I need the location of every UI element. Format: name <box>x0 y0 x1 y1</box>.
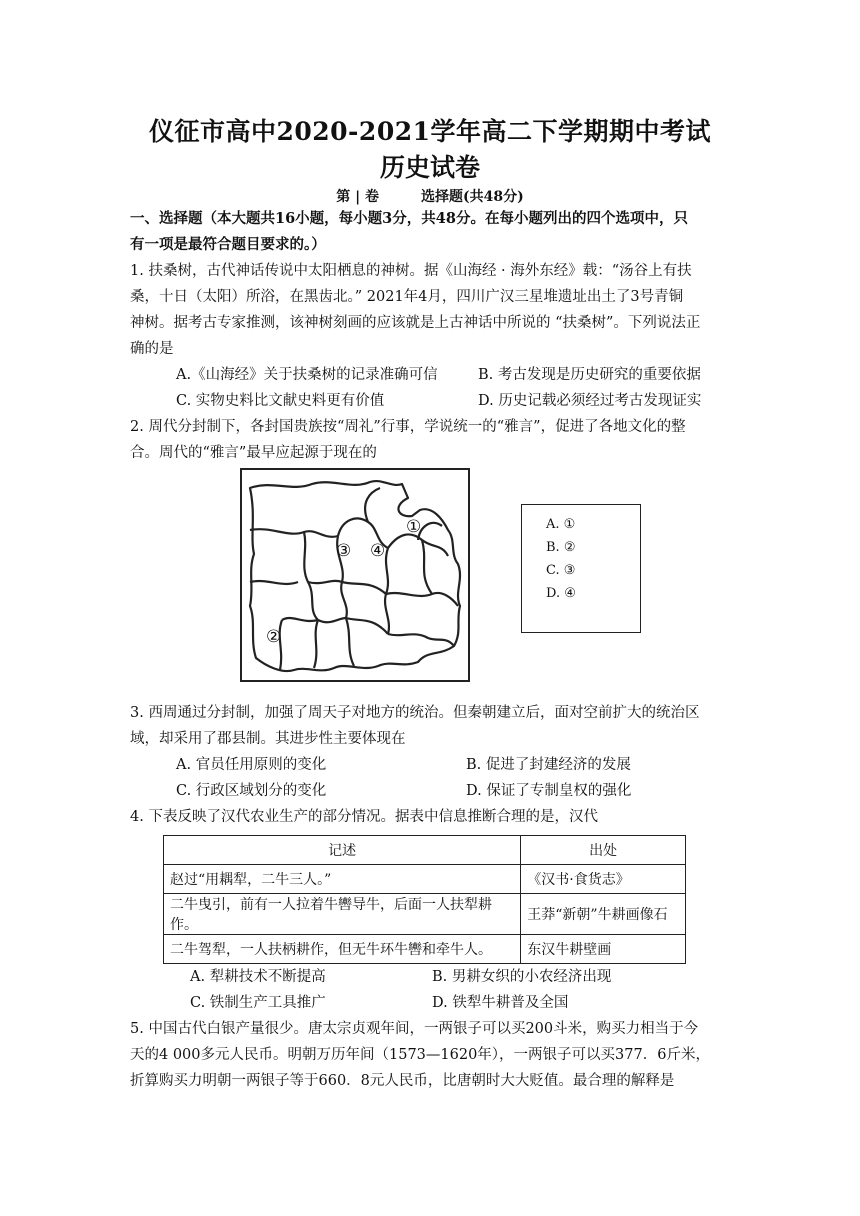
table-cell-record: 二牛驾犁，一人扶柄耕作，但无牛环牛轡和牵牛人。 <box>164 935 521 964</box>
q2-options-box <box>521 504 641 633</box>
q3-option-b: B. 促进了封建经济的发展 <box>466 757 631 773</box>
q3-option-d: D. 保证了专制皇权的强化 <box>466 783 632 799</box>
section-label: 第 | 卷 选择题(共48分) <box>336 189 524 205</box>
exam-subject-title: 历史试卷 <box>379 153 480 182</box>
table-cell-record: 二牛曳引，前有一人拉着牛轡导牛，后面一人扶犁耕作。 <box>164 894 521 935</box>
table-cell-source: 《汉书·食货志》 <box>521 865 686 894</box>
table-cell-record: 赵过“用耦犁，二牛三人。” <box>164 865 521 894</box>
province-outline-map <box>242 470 468 680</box>
table-row <box>164 865 686 894</box>
q3-line-1: 3. 西周通过分封制，加强了周天子对地方的统治。但秦朝建立后，面对空前扩大的统治区 <box>130 705 700 721</box>
table-header-row <box>164 836 686 865</box>
q1-line-2: 桑，十日（太阳）所浴，在黑齿北。” 2021年4月，四川广汉三星堆遗址出土了3号青铜 <box>130 289 684 305</box>
table-header-record: 记述 <box>164 836 521 865</box>
q1-line-4: 确的是 <box>130 341 174 357</box>
q1-option-c: C. 实物史料比文献史料更有价值 <box>176 393 385 409</box>
q2-line-1: 2. 周代分封制下，各封国贵族按“周礼”行事，学说统一的“雅言”，促进了各地文化的整 <box>130 419 686 435</box>
agriculture-table <box>163 835 686 964</box>
q1-option-a: A.《山海经》关于扶桑树的记录准确可信 <box>176 367 438 383</box>
q4-option-d: D. 铁犁牛耕普及全国 <box>432 995 569 1011</box>
q1-line-3: 神树。据考古专家推测，该神树刻画的应该就是上古神话中所说的 “扶桑树”。下列说法正 <box>130 315 701 331</box>
q5-line-3: 折算购买力明朝一两银子等于660．8元人民币，比唐朝时大大贬值。最合理的解释是 <box>130 1073 675 1089</box>
q2-option-d: D. ④ <box>546 586 576 601</box>
q2-option-a: A. ① <box>546 517 576 532</box>
q4-line-1: 4. 下表反映了汉代农业生产的部分情况。据表中信息推断合理的是，汉代 <box>130 809 598 825</box>
q1-line-1: 1. 扶桑树，古代神话传说中太阳栖息的神树。据《山海经 · 海外东经》载：“汤谷上有扶 <box>130 263 692 279</box>
map-marker-1: ① <box>406 517 422 537</box>
q3-option-a: A. 官员任用原则的变化 <box>176 757 327 773</box>
map-marker-4: ④ <box>370 541 386 561</box>
q5-line-2: 天的4 000多元人民币。明朝万历年间（1573—1620年），一两银子可以买377．6斤米， <box>130 1047 710 1063</box>
table-row <box>164 894 686 935</box>
exam-title: 仪征市高中2020-2021学年高二下学期期中考试 <box>148 117 712 146</box>
map-marker-3: ③ <box>336 541 352 561</box>
section-heading-line-2: 有一项是最符合题目要求的。） <box>130 236 326 253</box>
table-header-source: 出处 <box>521 836 686 865</box>
q2-option-b: B. ② <box>546 540 576 555</box>
china-map-figure <box>240 468 470 682</box>
q5-line-1: 5. 中国古代白银产量很少。唐太宗贞观年间，一两银子可以买200斗米，购买力相当于今 <box>130 1021 699 1037</box>
map-marker-2: ② <box>266 627 282 647</box>
q2-option-c: C. ③ <box>546 563 576 578</box>
section-heading-line-1: 一、选择题（本大题共16小题，每小题3分，共48分。在每小题列出的四个选项中，只 <box>130 210 688 227</box>
q4-option-b: B. 男耕女织的小农经济出现 <box>432 969 612 985</box>
q4-option-c: C. 铁制生产工具推广 <box>190 995 326 1011</box>
q4-option-a: A. 犁耕技术不断提高 <box>190 969 326 985</box>
q1-option-d: D. 历史记载必须经过考古发现证实 <box>478 393 702 409</box>
table-row <box>164 935 686 964</box>
q3-option-c: C. 行政区域划分的变化 <box>176 783 327 799</box>
q2-line-2: 合。周代的“雅言”最早应起源于现在的 <box>130 445 377 461</box>
table-cell-source: 东汉牛耕壁画 <box>521 935 686 964</box>
q3-line-2: 域，却采用了郡县制。其进步性主要体现在 <box>130 731 406 747</box>
q1-option-b: B. 考古发现是历史研究的重要依据 <box>478 367 701 383</box>
table-cell-source: 王莽“新朝”牛耕画像石 <box>521 894 686 935</box>
